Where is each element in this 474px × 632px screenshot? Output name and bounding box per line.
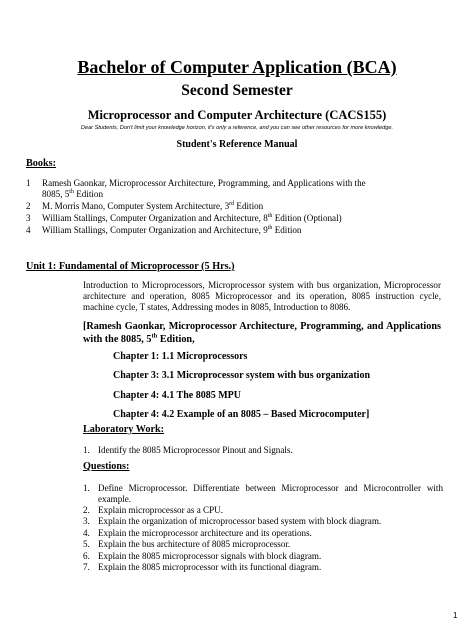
lab-heading: Laboratory Work: bbox=[83, 424, 165, 435]
superscript: th bbox=[267, 224, 273, 231]
book-item bbox=[26, 213, 456, 224]
item-text: Explain microprocessor as a CPU. bbox=[98, 505, 224, 515]
book-number: 4 bbox=[26, 225, 31, 235]
question-item bbox=[83, 551, 443, 562]
book-item bbox=[26, 201, 456, 212]
manual-title: Student's Reference Manual bbox=[176, 139, 298, 150]
document-title: Bachelor of Computer Application (BCA) bbox=[77, 57, 397, 77]
reference-text: [Ramesh Gaonkar, Microprocessor Architecture, Programming, and Applications with the 8085, 5 bbox=[83, 321, 441, 345]
superscript: th bbox=[267, 212, 273, 219]
question-item bbox=[83, 483, 443, 505]
page-number: 1 bbox=[453, 611, 458, 620]
chapter-item: Chapter 1: 1.1 Microprocessors bbox=[113, 351, 248, 362]
book-text: M. Morris Mano, Computer System Architecture, 3 bbox=[42, 201, 230, 211]
item-text: Explain the organization of microprocessor based system with block diagram. bbox=[98, 516, 382, 526]
question-item bbox=[83, 528, 443, 539]
book-text: William Stallings, Computer Organization and Architecture, 8 bbox=[42, 213, 268, 223]
reference-text: Edition, bbox=[157, 333, 195, 345]
item-number: 4. bbox=[83, 528, 90, 538]
book-text: Edition bbox=[234, 201, 264, 211]
book-number: 1 bbox=[26, 178, 31, 188]
lab-item bbox=[83, 445, 443, 456]
book-number: 2 bbox=[26, 201, 31, 211]
item-number: 2. bbox=[83, 505, 90, 515]
superscript: th bbox=[151, 332, 158, 340]
item-number: 7. bbox=[83, 562, 90, 572]
item-text: Define Microprocessor. Differentiate between Microprocessor and Microcontroller with example. bbox=[98, 483, 443, 504]
item-number: 5. bbox=[83, 539, 90, 549]
item-text: Explain the 8085 microprocessor signals with block diagram. bbox=[98, 551, 322, 561]
book-number: 3 bbox=[26, 213, 31, 223]
superscript: th bbox=[69, 188, 74, 195]
superscript: rd bbox=[229, 200, 235, 207]
question-item bbox=[83, 516, 443, 527]
book-text: Edition (Optional) bbox=[272, 213, 342, 223]
chapter-item: Chapter 4: 4.2 Example of an 8085 – Based Microcomputer] bbox=[113, 409, 370, 420]
item-text: Identify the 8085 Microprocessor Pinout and Signals. bbox=[98, 445, 293, 455]
subject-heading: Microprocessor and Computer Architecture (CACS155) bbox=[87, 108, 387, 122]
book-text: Edition bbox=[272, 225, 302, 235]
unit-intro-paragraph: Introduction to Microprocessors, Microprocessor system with bus organization, Microprocessor architecture and operation, 8085 Microprocessor and its operation, 8085 instruction cycle, machine cycle, T states, Addressing modes in 8085, Introduction to 8086. bbox=[83, 280, 441, 312]
questions-heading: Questions: bbox=[83, 461, 130, 472]
question-item bbox=[83, 539, 443, 550]
item-number: 6. bbox=[83, 551, 90, 561]
item-text: Explain the bus architecture of 8085 microprocessor. bbox=[98, 539, 291, 549]
question-item bbox=[83, 562, 443, 573]
chapter-item: Chapter 4: 4.1 The 8085 MPU bbox=[113, 390, 241, 401]
semester-heading: Second Semester bbox=[181, 82, 293, 99]
unit-heading: Unit 1: Fundamental of Microprocessor (5 Hrs.) bbox=[26, 261, 235, 272]
book-item bbox=[26, 225, 456, 236]
reference-citation bbox=[83, 321, 441, 346]
item-text: Explain the 8085 microprocessor with its functional diagram. bbox=[98, 562, 322, 572]
item-text: Explain the microprocessor architecture and its operations. bbox=[98, 528, 312, 538]
chapter-item: Chapter 3: 3.1 Microprocessor system with bus organization bbox=[113, 370, 371, 381]
books-heading: Books: bbox=[26, 158, 57, 169]
book-item-continuation bbox=[42, 189, 472, 200]
item-number: 3. bbox=[83, 516, 90, 526]
book-text: William Stallings, Computer Organization and Architecture, 9 bbox=[42, 225, 268, 235]
item-number: 1. bbox=[83, 445, 90, 455]
student-note: Dear Students, Don't limit your knowledge horizon, it's only a reference, and you can see other resources for more knowledge. bbox=[80, 125, 394, 131]
book-item bbox=[26, 178, 456, 189]
book-text: Edition bbox=[73, 189, 104, 199]
book-text: Ramesh Gaonkar, Microprocessor Architecture, Programming, and Applications with the bbox=[42, 178, 366, 188]
question-item bbox=[83, 505, 443, 516]
item-number: 1. bbox=[83, 483, 90, 493]
book-text: 8085, 5 bbox=[42, 189, 70, 199]
